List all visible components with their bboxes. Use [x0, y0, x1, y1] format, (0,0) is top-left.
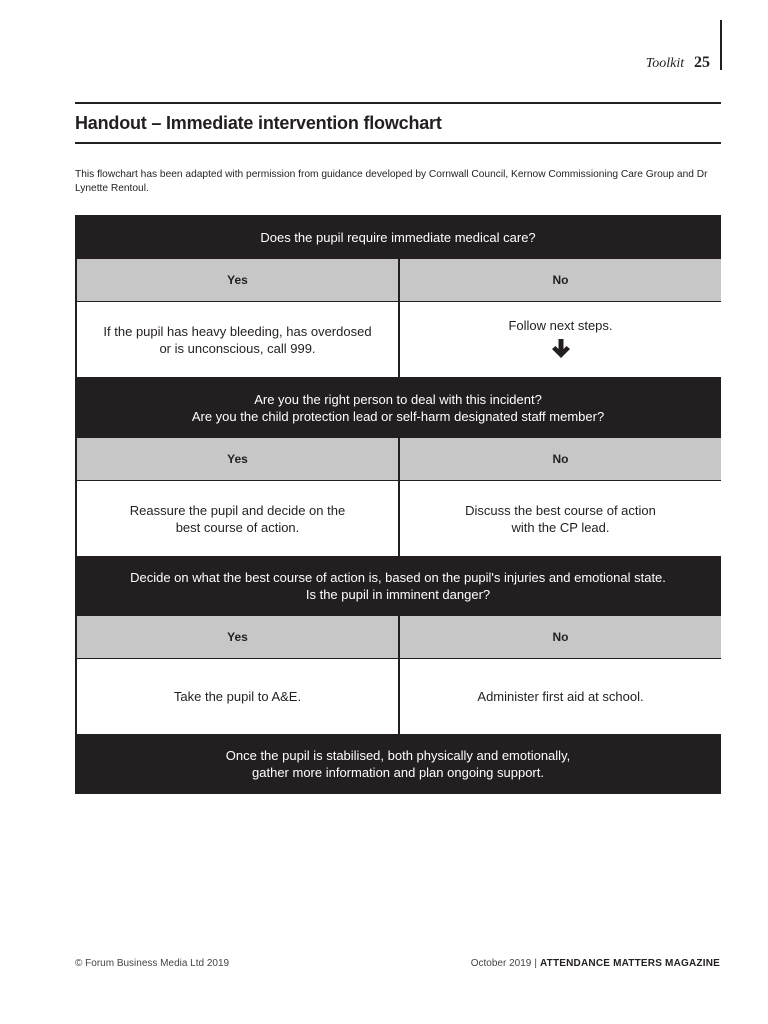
question-line: gather more information and plan ongoing support.	[252, 765, 544, 780]
intro-paragraph: This flowchart has been adapted with permission from guidance developed by Cornwall Council, Kernow Commissioning Care Group and Dr Lynette Rentoul.	[75, 169, 708, 194]
footer-separator: |	[534, 958, 537, 969]
question-line: Decide on what the best course of action is, based on the pupil's injuries and emotional state.	[130, 570, 666, 585]
section-name: Toolkit	[645, 56, 685, 71]
no-header: No	[400, 438, 721, 480]
page-number: 25	[694, 54, 710, 71]
question-imminent-danger	[75, 556, 721, 616]
answer-line: Reassure the pupil and decide on the	[129, 502, 346, 518]
footer-right	[471, 958, 720, 969]
question-medical-care	[75, 215, 721, 259]
yes-answer	[77, 302, 398, 377]
yes-header: Yes	[77, 438, 398, 480]
running-head	[646, 54, 710, 72]
magazine-name: ATTENDANCE MATTERS MAGAZINE	[539, 958, 720, 969]
page-title: Handout – Immediate intervention flowchart	[75, 112, 442, 133]
answer-row	[75, 659, 721, 734]
question-line: Are you the right person to deal with this incident?	[254, 391, 542, 407]
no-header: No	[400, 616, 721, 658]
yes-header: Yes	[77, 259, 398, 301]
yes-answer	[77, 481, 398, 556]
issue-date: October 2019	[470, 958, 532, 969]
yes-header: Yes	[77, 616, 398, 658]
header-rule	[720, 20, 722, 70]
title-block	[75, 102, 721, 144]
answer-row	[75, 481, 721, 556]
answer-row	[75, 302, 721, 377]
no-answer	[400, 481, 721, 556]
answer-header-row	[75, 259, 721, 301]
question-line: Does the pupil require immediate medical care?	[260, 229, 536, 245]
answer-line: best course of action.	[175, 519, 300, 535]
down-arrow-icon	[550, 338, 572, 360]
no-answer	[400, 659, 721, 734]
question-line: Is the pupil in imminent danger?	[305, 587, 491, 602]
answer-line: Take the pupil to A&E.	[173, 689, 302, 704]
answer-header-row	[75, 438, 721, 480]
copyright: © Forum Business Media Ltd 2019	[75, 958, 230, 969]
final-step	[75, 734, 721, 794]
yes-answer	[77, 659, 398, 734]
answer-line: with the CP lead.	[511, 519, 610, 535]
question-line: Once the pupil is stabilised, both physically and emotionally,	[225, 748, 571, 763]
question-right-person	[75, 377, 721, 438]
answer-line: Follow next steps.	[508, 318, 613, 333]
no-header: No	[400, 259, 721, 301]
no-answer	[400, 302, 721, 377]
answer-line: Administer first aid at school.	[477, 689, 644, 704]
flowchart	[75, 215, 721, 794]
answer-header-row	[75, 616, 721, 658]
answer-line: Discuss the best course of action	[465, 502, 656, 518]
answer-line: If the pupil has heavy bleeding, has overdosed	[103, 323, 372, 339]
question-line: Are you the child protection lead or self-harm designated staff member?	[191, 408, 605, 424]
answer-line: or is unconscious, call 999.	[159, 340, 316, 356]
